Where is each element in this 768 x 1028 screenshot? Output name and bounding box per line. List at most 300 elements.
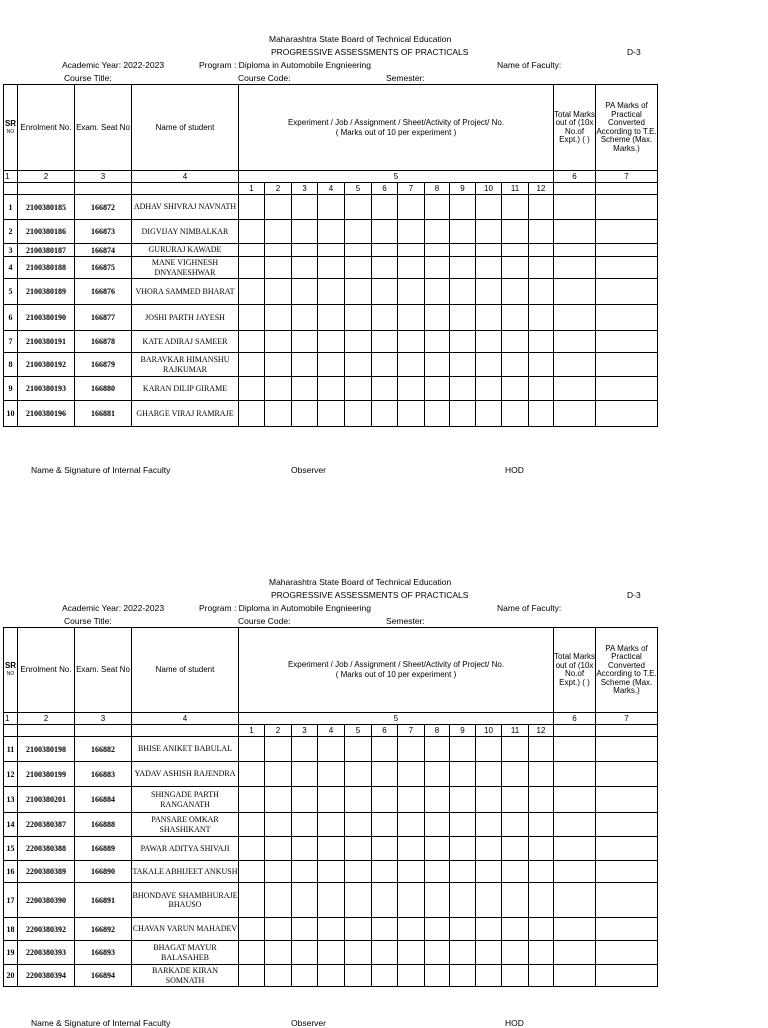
marks-table xyxy=(3,84,658,427)
pa-marks-cell xyxy=(596,762,658,787)
exam-seat-number: 166893 xyxy=(75,941,132,965)
total-marks-cell xyxy=(554,353,596,377)
experiment-number: 6 xyxy=(372,725,398,737)
experiment-number: 11 xyxy=(502,725,529,737)
sr-number: 20 xyxy=(4,965,18,987)
experiment-mark-cell xyxy=(398,737,425,762)
sr-number: 17 xyxy=(4,883,18,918)
experiment-mark-cell xyxy=(239,353,265,377)
experiment-mark-cell xyxy=(529,941,554,965)
experiment-number: 3 xyxy=(292,183,318,195)
student-row xyxy=(4,918,658,941)
sr-header xyxy=(4,85,18,171)
experiment-mark-cell xyxy=(476,305,502,331)
pa-marks-cell xyxy=(596,220,658,244)
experiment-mark-cell xyxy=(476,883,502,918)
experiment-mark-cell xyxy=(292,331,318,353)
student-name: BHONDAVE SHAMBHURAJE BHAUSO xyxy=(132,883,239,918)
student-name: VHORA SAMMED BHARAT xyxy=(132,279,239,305)
program: Program : Diploma in Automobile Engnieering xyxy=(199,603,371,613)
exam-seat-number: 166883 xyxy=(75,762,132,787)
experiment-mark-cell xyxy=(450,220,476,244)
experiment-mark-cell xyxy=(372,401,398,427)
student-row xyxy=(4,257,658,279)
experiment-mark-cell xyxy=(450,941,476,965)
experiment-number-row xyxy=(4,183,658,195)
student-name: BARAVKAR HIMANSHU RAJKUMAR xyxy=(132,353,239,377)
exam-seat-number: 166881 xyxy=(75,401,132,427)
experiment-mark-cell xyxy=(398,837,425,861)
experiment-mark-cell xyxy=(529,279,554,305)
student-name: BHISE ANIKET BABULAL xyxy=(132,737,239,762)
experiment-mark-cell xyxy=(425,279,450,305)
pa-marks-cell xyxy=(596,195,658,220)
enrolment-number: 2200380393 xyxy=(18,941,75,965)
experiment-mark-cell xyxy=(345,257,372,279)
experiment-mark-cell xyxy=(450,244,476,257)
student-rows xyxy=(4,737,658,987)
experiment-mark-cell xyxy=(502,813,529,837)
experiment-mark-cell xyxy=(345,941,372,965)
experiment-number: 8 xyxy=(425,725,450,737)
experiment-mark-cell xyxy=(450,861,476,883)
exam-seat-number: 166879 xyxy=(75,353,132,377)
experiment-mark-cell xyxy=(398,787,425,813)
experiment-mark-cell xyxy=(476,918,502,941)
experiment-mark-cell xyxy=(425,353,450,377)
blank-cell xyxy=(18,183,75,195)
experiment-mark-cell xyxy=(450,837,476,861)
exam-seat-number: 166880 xyxy=(75,377,132,401)
experiment-mark-cell xyxy=(265,220,292,244)
index-1: 1 xyxy=(4,171,18,183)
pa-header: PA Marks of Practical Converted According to T.E. Scheme (Max. Marks.) xyxy=(596,85,658,171)
experiment-mark-cell xyxy=(450,965,476,987)
sr-number: 11 xyxy=(4,737,18,762)
experiment-mark-cell xyxy=(529,401,554,427)
course-title: Course Title: xyxy=(64,73,112,83)
total-marks-cell xyxy=(554,883,596,918)
blank-cell xyxy=(132,183,239,195)
experiment-mark-cell xyxy=(239,305,265,331)
experiment-mark-cell xyxy=(398,813,425,837)
experiment-mark-cell xyxy=(502,941,529,965)
sr-number: 7 xyxy=(4,331,18,353)
experiment-mark-cell xyxy=(345,331,372,353)
exam-seat-number: 166877 xyxy=(75,305,132,331)
enrolment-number: 2100380192 xyxy=(18,353,75,377)
student-name: TAKALE ABHIJEET ANKUSH xyxy=(132,861,239,883)
experiment-mark-cell xyxy=(450,401,476,427)
sr-number: 9 xyxy=(4,377,18,401)
experiment-mark-cell xyxy=(318,279,345,305)
experiment-mark-cell xyxy=(450,787,476,813)
experiment-mark-cell xyxy=(345,837,372,861)
experiment-mark-cell xyxy=(318,918,345,941)
experiment-mark-cell xyxy=(372,737,398,762)
total-marks-cell xyxy=(554,787,596,813)
enrolment-number: 2100380191 xyxy=(18,331,75,353)
experiment-number: 2 xyxy=(265,183,292,195)
total-marks-cell xyxy=(554,377,596,401)
student-row xyxy=(4,762,658,787)
enrolment-number: 2100380189 xyxy=(18,279,75,305)
exam-seat-number: 166894 xyxy=(75,965,132,987)
experiment-mark-cell xyxy=(476,965,502,987)
experiment-mark-cell xyxy=(476,244,502,257)
experiment-mark-cell xyxy=(398,257,425,279)
index-7: 7 xyxy=(596,171,658,183)
course-code: Course Code: xyxy=(238,73,291,83)
student-row xyxy=(4,377,658,401)
seat-header: Exam. Seat No xyxy=(75,628,132,713)
student-row xyxy=(4,787,658,813)
total-marks-cell xyxy=(554,279,596,305)
blank-cell xyxy=(18,725,75,737)
pa-marks-cell xyxy=(596,305,658,331)
observer-signature: Observer xyxy=(291,465,326,475)
index-3: 3 xyxy=(75,713,132,725)
experiment-mark-cell xyxy=(502,737,529,762)
index-6: 6 xyxy=(554,713,596,725)
experiment-mark-cell xyxy=(425,305,450,331)
experiment-header xyxy=(239,628,554,713)
program: Program : Diploma in Automobile Engnieering xyxy=(199,60,371,70)
enrolment-number: 2100380199 xyxy=(18,762,75,787)
experiment-sublabel: ( Marks out of 10 per experiment ) xyxy=(335,670,457,679)
experiment-mark-cell xyxy=(265,965,292,987)
semester: Semester: xyxy=(386,73,425,83)
experiment-number: 4 xyxy=(318,725,345,737)
student-row xyxy=(4,305,658,331)
experiment-number: 7 xyxy=(398,183,425,195)
exam-seat-number: 166891 xyxy=(75,883,132,918)
pa-marks-cell xyxy=(596,861,658,883)
experiment-mark-cell xyxy=(502,401,529,427)
experiment-mark-cell xyxy=(318,244,345,257)
pa-marks-cell xyxy=(596,787,658,813)
experiment-mark-cell xyxy=(372,331,398,353)
exam-seat-number: 166876 xyxy=(75,279,132,305)
total-marks-cell xyxy=(554,918,596,941)
experiment-mark-cell xyxy=(502,965,529,987)
experiment-mark-cell xyxy=(476,257,502,279)
experiment-number: 10 xyxy=(476,725,502,737)
experiment-mark-cell xyxy=(239,195,265,220)
experiment-mark-cell xyxy=(502,220,529,244)
exam-seat-number: 166884 xyxy=(75,787,132,813)
experiment-number: 3 xyxy=(292,725,318,737)
student-row xyxy=(4,331,658,353)
sr-number: 10 xyxy=(4,401,18,427)
experiment-mark-cell xyxy=(502,244,529,257)
sheet-subtitle: PROGRESSIVE ASSESSMENTS OF PRACTICALS xyxy=(271,47,469,57)
index-4: 4 xyxy=(132,171,239,183)
experiment-number: 12 xyxy=(529,725,554,737)
sr-number: 14 xyxy=(4,813,18,837)
experiment-mark-cell xyxy=(292,861,318,883)
experiment-mark-cell xyxy=(292,305,318,331)
experiment-mark-cell xyxy=(265,401,292,427)
experiment-mark-cell xyxy=(292,279,318,305)
index-2: 2 xyxy=(18,713,75,725)
experiment-mark-cell xyxy=(345,883,372,918)
experiment-mark-cell xyxy=(529,762,554,787)
sr-label: SR xyxy=(4,661,17,670)
index-1: 1 xyxy=(4,713,18,725)
experiment-mark-cell xyxy=(318,305,345,331)
experiment-mark-cell xyxy=(345,195,372,220)
experiment-mark-cell xyxy=(425,787,450,813)
experiment-mark-cell xyxy=(502,377,529,401)
experiment-mark-cell xyxy=(529,837,554,861)
student-name: BARKADE KIRAN SOMNATH xyxy=(132,965,239,987)
total-marks-cell xyxy=(554,220,596,244)
experiment-mark-cell xyxy=(345,787,372,813)
pa-marks-cell xyxy=(596,279,658,305)
experiment-number: 5 xyxy=(345,183,372,195)
experiment-mark-cell xyxy=(502,762,529,787)
experiment-mark-cell xyxy=(345,861,372,883)
experiment-label: Experiment / Job / Assignment / Sheet/Activity of Project/ No. xyxy=(287,660,505,669)
experiment-mark-cell xyxy=(476,401,502,427)
experiment-mark-cell xyxy=(318,941,345,965)
experiment-mark-cell xyxy=(529,195,554,220)
experiment-sublabel: ( Marks out of 10 per experiment ) xyxy=(335,127,457,137)
student-row xyxy=(4,813,658,837)
blank-cell xyxy=(596,725,658,737)
experiment-mark-cell xyxy=(345,918,372,941)
experiment-mark-cell xyxy=(372,941,398,965)
student-row xyxy=(4,861,658,883)
experiment-mark-cell xyxy=(265,918,292,941)
experiment-mark-cell xyxy=(425,837,450,861)
sr-sublabel: NO xyxy=(6,671,15,677)
experiment-mark-cell xyxy=(345,813,372,837)
experiment-number: 9 xyxy=(450,725,476,737)
experiment-mark-cell xyxy=(239,279,265,305)
experiment-number: 7 xyxy=(398,725,425,737)
experiment-mark-cell xyxy=(425,737,450,762)
experiment-mark-cell xyxy=(502,837,529,861)
experiment-mark-cell xyxy=(476,377,502,401)
experiment-number: 2 xyxy=(265,725,292,737)
experiment-mark-cell xyxy=(529,244,554,257)
experiment-mark-cell xyxy=(502,353,529,377)
seat-header: Exam. Seat No xyxy=(75,85,132,171)
experiment-mark-cell xyxy=(239,883,265,918)
pa-marks-cell xyxy=(596,918,658,941)
experiment-mark-cell xyxy=(450,257,476,279)
observer-signature: Observer xyxy=(291,1018,326,1028)
experiment-mark-cell xyxy=(450,279,476,305)
experiment-mark-cell xyxy=(372,837,398,861)
student-row xyxy=(4,837,658,861)
total-header: Total Marks out of (10x No.of Expt.) ( ) xyxy=(554,628,596,713)
pa-marks-cell xyxy=(596,837,658,861)
index-2: 2 xyxy=(18,171,75,183)
sr-number: 12 xyxy=(4,762,18,787)
experiment-mark-cell xyxy=(239,257,265,279)
sr-number: 18 xyxy=(4,918,18,941)
experiment-mark-cell xyxy=(398,401,425,427)
sr-number: 15 xyxy=(4,837,18,861)
experiment-mark-cell xyxy=(345,353,372,377)
experiment-mark-cell xyxy=(372,305,398,331)
experiment-mark-cell xyxy=(345,737,372,762)
experiment-mark-cell xyxy=(450,195,476,220)
experiment-mark-cell xyxy=(398,762,425,787)
experiment-mark-cell xyxy=(345,220,372,244)
student-row xyxy=(4,353,658,377)
academic-year: Academic Year: 2022-2023 xyxy=(62,603,165,613)
pa-marks-cell xyxy=(596,883,658,918)
experiment-mark-cell xyxy=(372,353,398,377)
experiment-number: 9 xyxy=(450,183,476,195)
student-rows xyxy=(4,195,658,427)
experiment-number: 1 xyxy=(239,725,265,737)
exam-seat-number: 166888 xyxy=(75,813,132,837)
experiment-mark-cell xyxy=(502,331,529,353)
experiment-mark-cell xyxy=(265,837,292,861)
student-row xyxy=(4,941,658,965)
experiment-mark-cell xyxy=(476,813,502,837)
experiment-mark-cell xyxy=(265,377,292,401)
total-marks-cell xyxy=(554,941,596,965)
experiment-mark-cell xyxy=(318,353,345,377)
enrolment-number: 2100380187 xyxy=(18,244,75,257)
experiment-mark-cell xyxy=(425,883,450,918)
experiment-mark-cell xyxy=(239,813,265,837)
experiment-mark-cell xyxy=(425,861,450,883)
experiment-mark-cell xyxy=(265,861,292,883)
sr-header xyxy=(4,628,18,713)
board-title: Maharashtra State Board of Technical Education xyxy=(269,34,452,44)
experiment-mark-cell xyxy=(372,244,398,257)
experiment-mark-cell xyxy=(529,965,554,987)
sr-number: 1 xyxy=(4,195,18,220)
student-name: KARAN DILIP GIRAME xyxy=(132,377,239,401)
experiment-mark-cell xyxy=(372,195,398,220)
blank-cell xyxy=(4,725,18,737)
total-marks-cell xyxy=(554,305,596,331)
experiment-mark-cell xyxy=(345,965,372,987)
enrolment-number: 2200380389 xyxy=(18,861,75,883)
experiment-mark-cell xyxy=(476,837,502,861)
experiment-mark-cell xyxy=(292,244,318,257)
enrolment-number: 2100380186 xyxy=(18,220,75,244)
total-marks-cell xyxy=(554,737,596,762)
experiment-mark-cell xyxy=(476,787,502,813)
experiment-mark-cell xyxy=(292,257,318,279)
sr-number: 6 xyxy=(4,305,18,331)
blank-cell xyxy=(4,183,18,195)
experiment-mark-cell xyxy=(239,918,265,941)
experiment-mark-cell xyxy=(450,762,476,787)
experiment-mark-cell xyxy=(265,883,292,918)
experiment-mark-cell xyxy=(450,305,476,331)
blank-cell xyxy=(75,725,132,737)
faculty-label: Name of Faculty: xyxy=(497,603,562,613)
experiment-mark-cell xyxy=(425,401,450,427)
experiment-mark-cell xyxy=(476,195,502,220)
experiment-mark-cell xyxy=(239,787,265,813)
index-6: 6 xyxy=(554,171,596,183)
hod-signature: HOD xyxy=(505,465,524,475)
blank-cell xyxy=(554,725,596,737)
exam-seat-number: 166873 xyxy=(75,220,132,244)
experiment-mark-cell xyxy=(318,965,345,987)
experiment-mark-cell xyxy=(345,279,372,305)
experiment-number-row xyxy=(4,725,658,737)
sr-number: 4 xyxy=(4,257,18,279)
index-4: 4 xyxy=(132,713,239,725)
exam-seat-number: 166875 xyxy=(75,257,132,279)
enrolment-number: 2100380198 xyxy=(18,737,75,762)
experiment-mark-cell xyxy=(239,737,265,762)
enrolment-number: 2200380390 xyxy=(18,883,75,918)
total-marks-cell xyxy=(554,331,596,353)
sr-number: 5 xyxy=(4,279,18,305)
experiment-mark-cell xyxy=(398,305,425,331)
marks-table xyxy=(3,627,658,987)
experiment-mark-cell xyxy=(398,883,425,918)
experiment-mark-cell xyxy=(476,941,502,965)
sr-number: 19 xyxy=(4,941,18,965)
experiment-mark-cell xyxy=(398,941,425,965)
pa-marks-cell xyxy=(596,257,658,279)
enrolment-number: 2100380185 xyxy=(18,195,75,220)
experiment-mark-cell xyxy=(398,279,425,305)
experiment-mark-cell xyxy=(318,377,345,401)
experiment-mark-cell xyxy=(398,918,425,941)
experiment-mark-cell xyxy=(318,257,345,279)
total-marks-cell xyxy=(554,401,596,427)
experiment-mark-cell xyxy=(529,220,554,244)
experiment-mark-cell xyxy=(292,220,318,244)
experiment-mark-cell xyxy=(239,837,265,861)
experiment-mark-cell xyxy=(425,220,450,244)
academic-year: Academic Year: 2022-2023 xyxy=(62,60,165,70)
index-row xyxy=(4,171,658,183)
experiment-mark-cell xyxy=(292,883,318,918)
experiment-mark-cell xyxy=(398,220,425,244)
experiment-mark-cell xyxy=(502,918,529,941)
experiment-mark-cell xyxy=(372,813,398,837)
experiment-mark-cell xyxy=(529,257,554,279)
experiment-number: 12 xyxy=(529,183,554,195)
experiment-label: Experiment / Job / Assignment / Sheet/Activity of Project/ No. xyxy=(287,117,505,127)
total-marks-cell xyxy=(554,244,596,257)
experiment-mark-cell xyxy=(239,762,265,787)
exam-seat-number: 166872 xyxy=(75,195,132,220)
total-marks-cell xyxy=(554,861,596,883)
experiment-mark-cell xyxy=(318,813,345,837)
student-name: DIGVIJAY NIMBALKAR xyxy=(132,220,239,244)
student-row xyxy=(4,244,658,257)
sr-number: 2 xyxy=(4,220,18,244)
student-row xyxy=(4,195,658,220)
experiment-mark-cell xyxy=(318,220,345,244)
experiment-mark-cell xyxy=(265,331,292,353)
experiment-mark-cell xyxy=(529,737,554,762)
enrolment-number: 2100380190 xyxy=(18,305,75,331)
experiment-mark-cell xyxy=(265,737,292,762)
experiment-mark-cell xyxy=(265,305,292,331)
enrolment-header: Enrolment No. xyxy=(18,85,75,171)
experiment-mark-cell xyxy=(398,861,425,883)
experiment-mark-cell xyxy=(398,377,425,401)
